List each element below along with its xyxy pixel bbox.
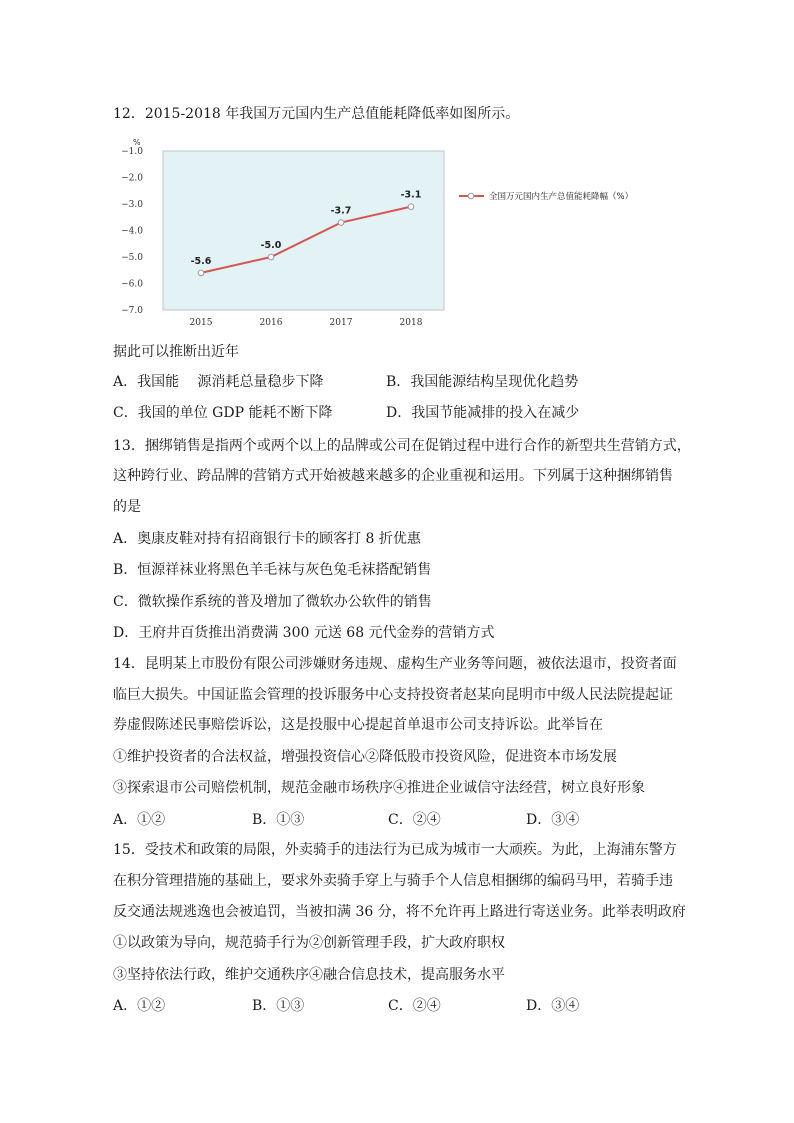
q15-option-c: C．②④ bbox=[388, 998, 441, 1014]
y-tick-label: −2.0 bbox=[121, 173, 143, 184]
data-label: -5.6 bbox=[190, 255, 212, 267]
y-tick-label: −6.0 bbox=[121, 279, 143, 290]
data-point bbox=[408, 204, 414, 210]
q15-line-5: ③坚持依法行政，维护交通秩序④融合信息技术，提高服务水平 bbox=[113, 967, 505, 983]
q14-line-5: ③探索退市公司赔偿机制，规范金融市场秩序④推进企业诚信守法经营，树立良好形象 bbox=[113, 780, 645, 796]
q13-option-b: B．恒源祥袜业将黑色羊毛袜与灰色兔毛袜搭配销售 bbox=[113, 562, 432, 578]
plot-area bbox=[163, 151, 444, 310]
data-point bbox=[338, 220, 344, 226]
q14-line-4: ①维护投资者的合法权益，增强投资信心②降低股市投资风险，促进资本市场发展 bbox=[113, 749, 617, 765]
q15-line-4: ①以政策为导向，规范骑手行为②创新管理手段，扩大政府职权 bbox=[113, 935, 505, 951]
q12-stem: 12．2015-2018 年我国万元国内生产总值能耗降低率如图所示。 bbox=[113, 106, 520, 122]
y-tick-label: −7.0 bbox=[121, 306, 143, 316]
legend-marker bbox=[468, 193, 474, 199]
q14-option-d: D．③④ bbox=[526, 812, 580, 828]
data-label: -5.0 bbox=[260, 240, 282, 251]
q15-line-1: 15．受技术和政策的局限，外卖骑手的违法行为已成为城市一大顽疾。为此，上海浦东警方 bbox=[113, 842, 677, 858]
q15-option-a: A．①② bbox=[113, 998, 166, 1014]
data-point bbox=[198, 270, 204, 276]
legend-label: 全国万元国内生产总值能耗降幅（%） bbox=[489, 192, 634, 202]
q14-option-b: B．①③ bbox=[252, 812, 305, 828]
y-tick-label: −1.0 bbox=[121, 147, 143, 157]
q15-line-2: 在积分管理措施的基础上，要求外卖骑手穿上与骑手个人信息相捆绑的编码马甲，若骑手违 bbox=[113, 873, 673, 889]
q14-option-c: C．②④ bbox=[388, 812, 441, 828]
q14-line-3: 券虚假陈述民事赔偿诉讼，这是投服中心提起首单退市公司支持诉讼。此举旨在 bbox=[113, 717, 603, 733]
q15-line-3: 反交通法规逃逸也会被追罚，当被扣满 36 分，将不允许再上路进行寄送业务。此举表明政府 bbox=[113, 904, 686, 920]
y-axis-unit: % bbox=[133, 138, 141, 147]
x-tick-label: 2015 bbox=[189, 318, 213, 328]
q14-line-1: 14．昆明某上市股份有限公司涉嫌财务违规、虚构生产业务等问题，被依法退市，投资者面 bbox=[113, 656, 677, 672]
q15-option-b: B．①③ bbox=[252, 998, 305, 1014]
data-label: -3.1 bbox=[400, 189, 422, 201]
data-label: -3.7 bbox=[330, 205, 352, 217]
q13-option-c: C．微软操作系统的普及增加了微软办公软件的销售 bbox=[113, 594, 432, 610]
q14-option-a: A．①② bbox=[113, 812, 166, 828]
q12-option-b: B．我国能源结构呈现优化趋势 bbox=[386, 374, 579, 390]
q12-option-a: A．我国能 源消耗总量稳步下降 bbox=[113, 374, 324, 390]
q14-line-2: 临巨大损失。中国证监会管理的投诉服务中心支持投资者赵某向昆明市中级人民法院提起证 bbox=[113, 687, 673, 703]
x-tick-label: 2016 bbox=[259, 318, 283, 328]
y-tick-label: −4.0 bbox=[121, 226, 143, 237]
q13-line-3: 的是 bbox=[113, 499, 141, 515]
data-point bbox=[268, 254, 274, 260]
y-tick-label: −3.0 bbox=[121, 200, 143, 210]
q13-line-2: 这种跨行业、跨品牌的营销方式开始被越来越多的企业重视和运用。下列属于这种捆绑销售 bbox=[113, 468, 673, 484]
q12-lead: 据此可以推断出近年 bbox=[113, 344, 239, 360]
y-tick-label: −5.0 bbox=[121, 253, 143, 263]
x-tick-label: 2018 bbox=[399, 318, 423, 328]
q13-option-d: D．王府井百货推出消费满 300 元送 68 元代金券的营销方式 bbox=[113, 625, 495, 641]
q12-option-d: D．我国节能减排的投入在减少 bbox=[386, 405, 580, 421]
x-tick-label: 2017 bbox=[329, 318, 353, 328]
q13-option-a: A．奥康皮鞋对持有招商银行卡的顾客打 8 折优惠 bbox=[113, 531, 421, 547]
q15-option-d: D．③④ bbox=[526, 998, 580, 1014]
q12-option-c: C．我国的单位 GDP 能耗不断下降 bbox=[113, 405, 333, 421]
q13-line-1: 13．捆绑销售是指两个或两个以上的品牌或公司在促销过程中进行合作的新型共生营销方式， bbox=[113, 438, 691, 454]
energy-chart bbox=[113, 132, 673, 328]
